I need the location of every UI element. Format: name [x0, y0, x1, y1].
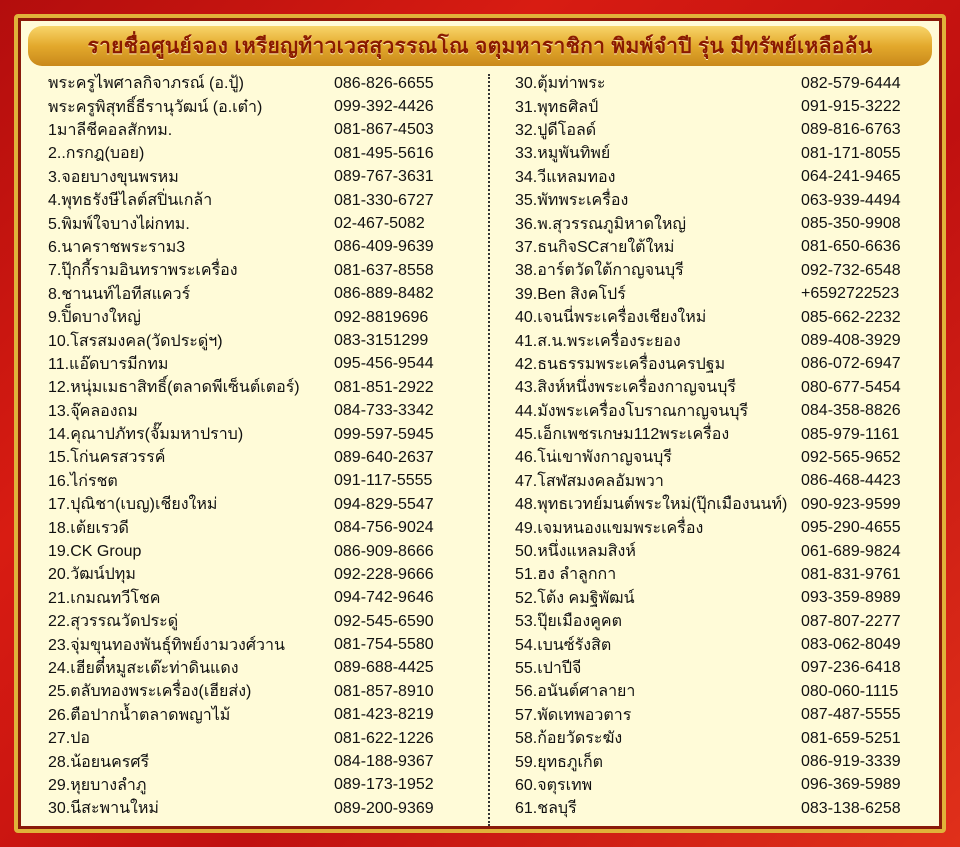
contact-phone: 081-637-8558	[334, 261, 434, 279]
page-title	[28, 26, 932, 66]
list-item	[515, 704, 925, 727]
contact-name: 54.เบนซ์รังสิต	[515, 636, 612, 654]
contact-name: 7.ปุ๊กกี้รามอินทราพระเครื่อง	[48, 262, 238, 280]
list-item	[515, 563, 925, 586]
contact-phone: 092-565-9652	[801, 448, 901, 466]
list-item	[515, 72, 925, 95]
list-item	[48, 95, 478, 118]
contact-phone: 091-915-3222	[801, 98, 901, 116]
contact-name: 46.โน่เขาพังกาญจนบุรี	[515, 449, 672, 467]
contact-name: 8.ชานนท์ไอทีสแควร์	[48, 285, 191, 303]
list-item	[515, 189, 925, 212]
list-item	[515, 399, 925, 422]
contact-name: 37.ธนกิจSCสายใต้ใหม่	[515, 238, 675, 256]
contact-phone: 081-650-6636	[801, 238, 901, 256]
contact-name: 2..กรกฎ(บอย)	[48, 145, 145, 163]
contact-name: 14.คุณาปภัทร(จั๊มมหาปราบ)	[48, 426, 244, 444]
contact-phone: 081-851-2922	[334, 378, 434, 396]
contact-name: 38.อาร์ตวัดใต้กาญจนบุรี	[515, 262, 684, 280]
contact-phone: 095-456-9544	[334, 355, 434, 373]
contact-phone: 083-062-8049	[801, 636, 901, 654]
list-item	[515, 119, 925, 142]
contact-phone: 086-919-3339	[801, 753, 901, 771]
contact-phone: 081-171-8055	[801, 144, 901, 162]
contact-name: พระครูไพศาลกิจาภรณ์ (อ.ปู้)	[48, 75, 244, 93]
list-item	[48, 516, 478, 539]
contact-phone: 099-597-5945	[334, 425, 434, 443]
list-item	[515, 95, 925, 118]
contact-phone: 096-369-5989	[801, 776, 901, 794]
contact-phone: 084-358-8826	[801, 402, 901, 420]
list-item	[515, 516, 925, 539]
contact-name: พระครูพิสุทธิ์ธีรานุวัฒน์ (อ.เต๋า)	[48, 98, 263, 116]
contact-phone: 085-662-2232	[801, 308, 901, 326]
contact-phone: 083-138-6258	[801, 799, 901, 817]
contact-name: 4.พุทธรังษีไลต์สปิ่นเกล้า	[48, 192, 213, 210]
contact-phone: 083-3151299	[334, 331, 429, 349]
contact-phone: 092-8819696	[334, 308, 429, 326]
contact-phone: 093-359-8989	[801, 589, 901, 607]
list-item	[515, 446, 925, 469]
list-item	[515, 727, 925, 750]
contact-name: 39.Ben สิงคโปร์	[515, 285, 626, 303]
contact-phone: 095-290-4655	[801, 519, 901, 537]
list-item	[515, 166, 925, 189]
contact-name: 36.พ.สุวรรณภูมิหาดใหญ่	[515, 215, 687, 233]
contact-phone: 081-495-5616	[334, 144, 434, 162]
list-item	[48, 283, 478, 306]
contact-name: 60.จตุรเทพ	[515, 776, 593, 794]
contact-name: 61.ชลบุรี	[515, 800, 577, 818]
list-item	[48, 189, 478, 212]
contact-name: 13.จุ๊คลองถม	[48, 402, 138, 420]
list-item	[48, 750, 478, 773]
contact-phone: 089-816-6763	[801, 121, 901, 139]
contact-name: 52.โต้ง คมฐิพัฒน์	[515, 589, 635, 607]
contact-name: 41.ส.น.พระเครื่องระยอง	[515, 332, 681, 350]
contact-name: 45.เอ็กเพชรเกษม112พระเครื่อง	[515, 426, 730, 444]
contact-phone: 086-909-8666	[334, 542, 434, 560]
contact-name: 6.นาคราชพระราม3	[48, 238, 186, 256]
list-item	[48, 353, 478, 376]
list-item	[48, 376, 478, 399]
contact-name: 49.เจมหนองแขมพระเครื่อง	[515, 519, 704, 537]
list-item	[515, 236, 925, 259]
contact-name: 18.เต้ยเรวดี	[48, 519, 129, 537]
contact-phone: 089-767-3631	[334, 168, 434, 186]
contact-phone: 084-756-9024	[334, 519, 434, 537]
list-item	[48, 633, 478, 656]
contact-phone: 086-072-6947	[801, 355, 901, 373]
contact-phone: 080-060-1115	[801, 682, 899, 700]
list-item	[48, 540, 478, 563]
contact-name: 58.ก้อยวัดระฆัง	[515, 730, 623, 748]
contact-phone: 084-733-3342	[334, 402, 434, 420]
list-item	[515, 376, 925, 399]
list-item	[48, 119, 478, 142]
list-item	[515, 283, 925, 306]
list-item	[515, 587, 925, 610]
contact-name: 30.ตุ้มท่าพระ	[515, 75, 606, 93]
contact-phone: 089-688-4425	[334, 659, 434, 677]
contact-name: 31.พุทธศิลป์	[515, 98, 599, 116]
contact-name: 25.ตลับทองพระเครื่อง(เฮียส่ง)	[48, 683, 252, 701]
contact-name: 5.พิมพ์ใจบางไผ่กทม.	[48, 215, 190, 233]
contact-name: 19.CK Group	[48, 542, 142, 560]
contact-name: 44.มังพระเครื่องโบราณกาญจนบุรี	[515, 402, 749, 420]
list-item	[48, 563, 478, 586]
contact-phone: 082-579-6444	[801, 74, 901, 92]
list-item	[48, 493, 478, 516]
contact-phone: 087-807-2277	[801, 612, 901, 630]
list-item	[515, 610, 925, 633]
list-item	[515, 306, 925, 329]
list-item	[48, 423, 478, 446]
contact-name: 21.เกมณทวีโชค	[48, 589, 161, 607]
contact-name: 20.วัฒน์ปทุม	[48, 566, 136, 584]
list-item	[48, 72, 478, 95]
list-item	[515, 142, 925, 165]
contact-name: 11.แอ๊ดบารมีกทม	[48, 355, 169, 373]
contact-phone: 02-467-5082	[334, 215, 425, 233]
contact-name: 29.หุยบางลำภู	[48, 776, 147, 794]
contact-phone: 081-622-1226	[334, 729, 434, 747]
contact-phone: 081-831-9761	[801, 565, 901, 583]
contact-name: 15.โก่นครสวรรค์	[48, 449, 166, 467]
contact-name: 42.ธนธรรมพระเครื่องนครปฐม	[515, 355, 726, 373]
list-item	[515, 797, 925, 820]
contact-phone: 063-939-4494	[801, 191, 901, 209]
list-item	[48, 680, 478, 703]
list-item	[48, 142, 478, 165]
list-item	[48, 774, 478, 797]
list-item	[48, 166, 478, 189]
contact-phone: 094-742-9646	[334, 589, 434, 607]
contact-phone: 081-754-5580	[334, 636, 434, 654]
contact-name: 17.ปุณิชา(เบญ)เชียงใหม่	[48, 496, 218, 514]
contact-phone: 081-330-6727	[334, 191, 434, 209]
list-item	[48, 470, 478, 493]
contact-name: 56.อนันต์ศาลายา	[515, 683, 636, 701]
list-item	[48, 657, 478, 680]
list-item	[515, 774, 925, 797]
contact-name: 32.ปูดีโอลด์	[515, 121, 597, 139]
list-item	[515, 540, 925, 563]
contact-phone: 097-236-6418	[801, 659, 901, 677]
contact-phone: 086-826-6655	[334, 74, 434, 92]
contact-phone: 064-241-9465	[801, 168, 901, 186]
contact-phone: 061-689-9824	[801, 542, 901, 560]
contact-name: 51.ฮง ลำลูกกา	[515, 566, 617, 584]
contact-name: 22.สุวรรณวัดประดู่	[48, 613, 179, 631]
list-item	[515, 212, 925, 235]
contact-name: 9.ปิ็ดบางใหญ่	[48, 309, 141, 327]
list-item	[515, 470, 925, 493]
left-contact-list	[48, 72, 478, 821]
contact-phone: 099-392-4426	[334, 98, 434, 116]
contact-phone: 086-468-4423	[801, 472, 901, 490]
contact-name: 27.ปอ	[48, 730, 91, 748]
list-item	[48, 212, 478, 235]
contact-name: 53.ปุ๊ยเมืองคูคต	[515, 613, 623, 631]
list-item	[48, 329, 478, 352]
list-item	[515, 493, 925, 516]
list-item	[48, 704, 478, 727]
contact-name: 57.พัดเทพอวตาร	[515, 706, 632, 724]
list-item	[515, 329, 925, 352]
contact-name: 35.พัทพระเครื่อง	[515, 192, 629, 210]
list-item	[515, 657, 925, 680]
contact-phone: 086-409-9639	[334, 238, 434, 256]
contact-phone: 089-640-2637	[334, 448, 434, 466]
list-item	[515, 423, 925, 446]
contact-name: 50.หนึ่งแหลมสิงห์	[515, 543, 636, 561]
contact-name: 23.จุ่มขุนทองพันธุ์ทิพย์งามวงศ์วาน	[48, 636, 285, 654]
contact-phone: +6592722523	[801, 285, 900, 303]
list-item	[515, 680, 925, 703]
contact-phone: 092-732-6548	[801, 261, 901, 279]
contact-phone: 085-350-9908	[801, 215, 901, 233]
list-item	[48, 610, 478, 633]
contact-name: 1มาลีชีคอลสักทม.	[48, 121, 173, 139]
list-item	[48, 236, 478, 259]
list-item	[48, 727, 478, 750]
contact-phone: 081-659-5251	[801, 729, 901, 747]
contact-phone: 086-889-8482	[334, 285, 434, 303]
contact-name: 30.นีสะพานใหม่	[48, 800, 159, 818]
contact-phone: 080-677-5454	[801, 378, 901, 396]
contact-phone: 092-228-9666	[334, 565, 434, 583]
contact-name: 55.เปาปีจี	[515, 659, 582, 677]
contact-phone: 087-487-5555	[801, 706, 901, 724]
list-item	[48, 446, 478, 469]
contact-phone: 084-188-9367	[334, 753, 434, 771]
column-divider	[488, 74, 490, 826]
contact-phone: 089-173-1952	[334, 776, 434, 794]
contact-phone: 085-979-1161	[801, 425, 900, 443]
contact-phone: 089-408-3929	[801, 331, 901, 349]
contact-name: 26.ตือปากน้ำตลาดพญาไม้	[48, 706, 231, 724]
contact-name: 40.เจนนี่พระเครื่องเชียงใหม่	[515, 309, 707, 327]
contact-phone: 090-923-9599	[801, 495, 901, 513]
contact-phone: 089-200-9369	[334, 799, 434, 817]
list-item	[515, 750, 925, 773]
list-item	[48, 587, 478, 610]
contact-name: 34.วีแหลมทอง	[515, 168, 616, 186]
contact-name: 24.เฮียตี๋หมูสะเต๊ะท่าดินแดง	[48, 659, 239, 677]
list-item	[48, 259, 478, 282]
right-contact-list	[515, 72, 925, 821]
list-item	[515, 259, 925, 282]
contact-name: 47.โสฬสมงคลอัมพวา	[515, 472, 664, 490]
list-item	[48, 306, 478, 329]
contact-phone: 081-867-4503	[334, 121, 434, 139]
contact-phone: 091-117-5555	[334, 472, 433, 490]
contact-name: 12.หนุ่มเมธาสิทธิ์(ตลาดพีเซ็นต์เตอร์)	[48, 379, 300, 397]
title-text: รายชื่อศูนย์จอง เหรียญท้าวเวสสุวรรณโณ จตุมหาราชิกา พิมพ์จำปี รุ่น มีทรัพย์เหลือล้น	[87, 34, 873, 58]
contact-phone: 094-829-5547	[334, 495, 434, 513]
contact-name: 28.น้อยนครศรี	[48, 753, 150, 771]
list-item	[48, 797, 478, 820]
list-item	[48, 399, 478, 422]
contact-name: 3.จอยบางขุนพรหม	[48, 168, 179, 186]
list-item	[515, 353, 925, 376]
contact-name: 10.โสรสมงคล(วัดประดู่ฯ)	[48, 332, 223, 350]
contact-name: 16.ไก่รชต	[48, 472, 118, 490]
contact-phone: 081-857-8910	[334, 682, 434, 700]
contact-phone: 092-545-6590	[334, 612, 434, 630]
list-item	[515, 633, 925, 656]
contact-name: 43.สิงห์หนึ่งพระเครื่องกาญจนบุรี	[515, 379, 736, 397]
contact-name: 59.ยุทธภูเก็ต	[515, 753, 604, 771]
contact-name: 33.หมูพันทิพย์	[515, 145, 611, 163]
contact-name: 48.พุทธเวทย์มนต์พระใหม่(ปุ๊กเมืองนนท์)	[515, 496, 788, 514]
contact-phone: 081-423-8219	[334, 706, 434, 724]
